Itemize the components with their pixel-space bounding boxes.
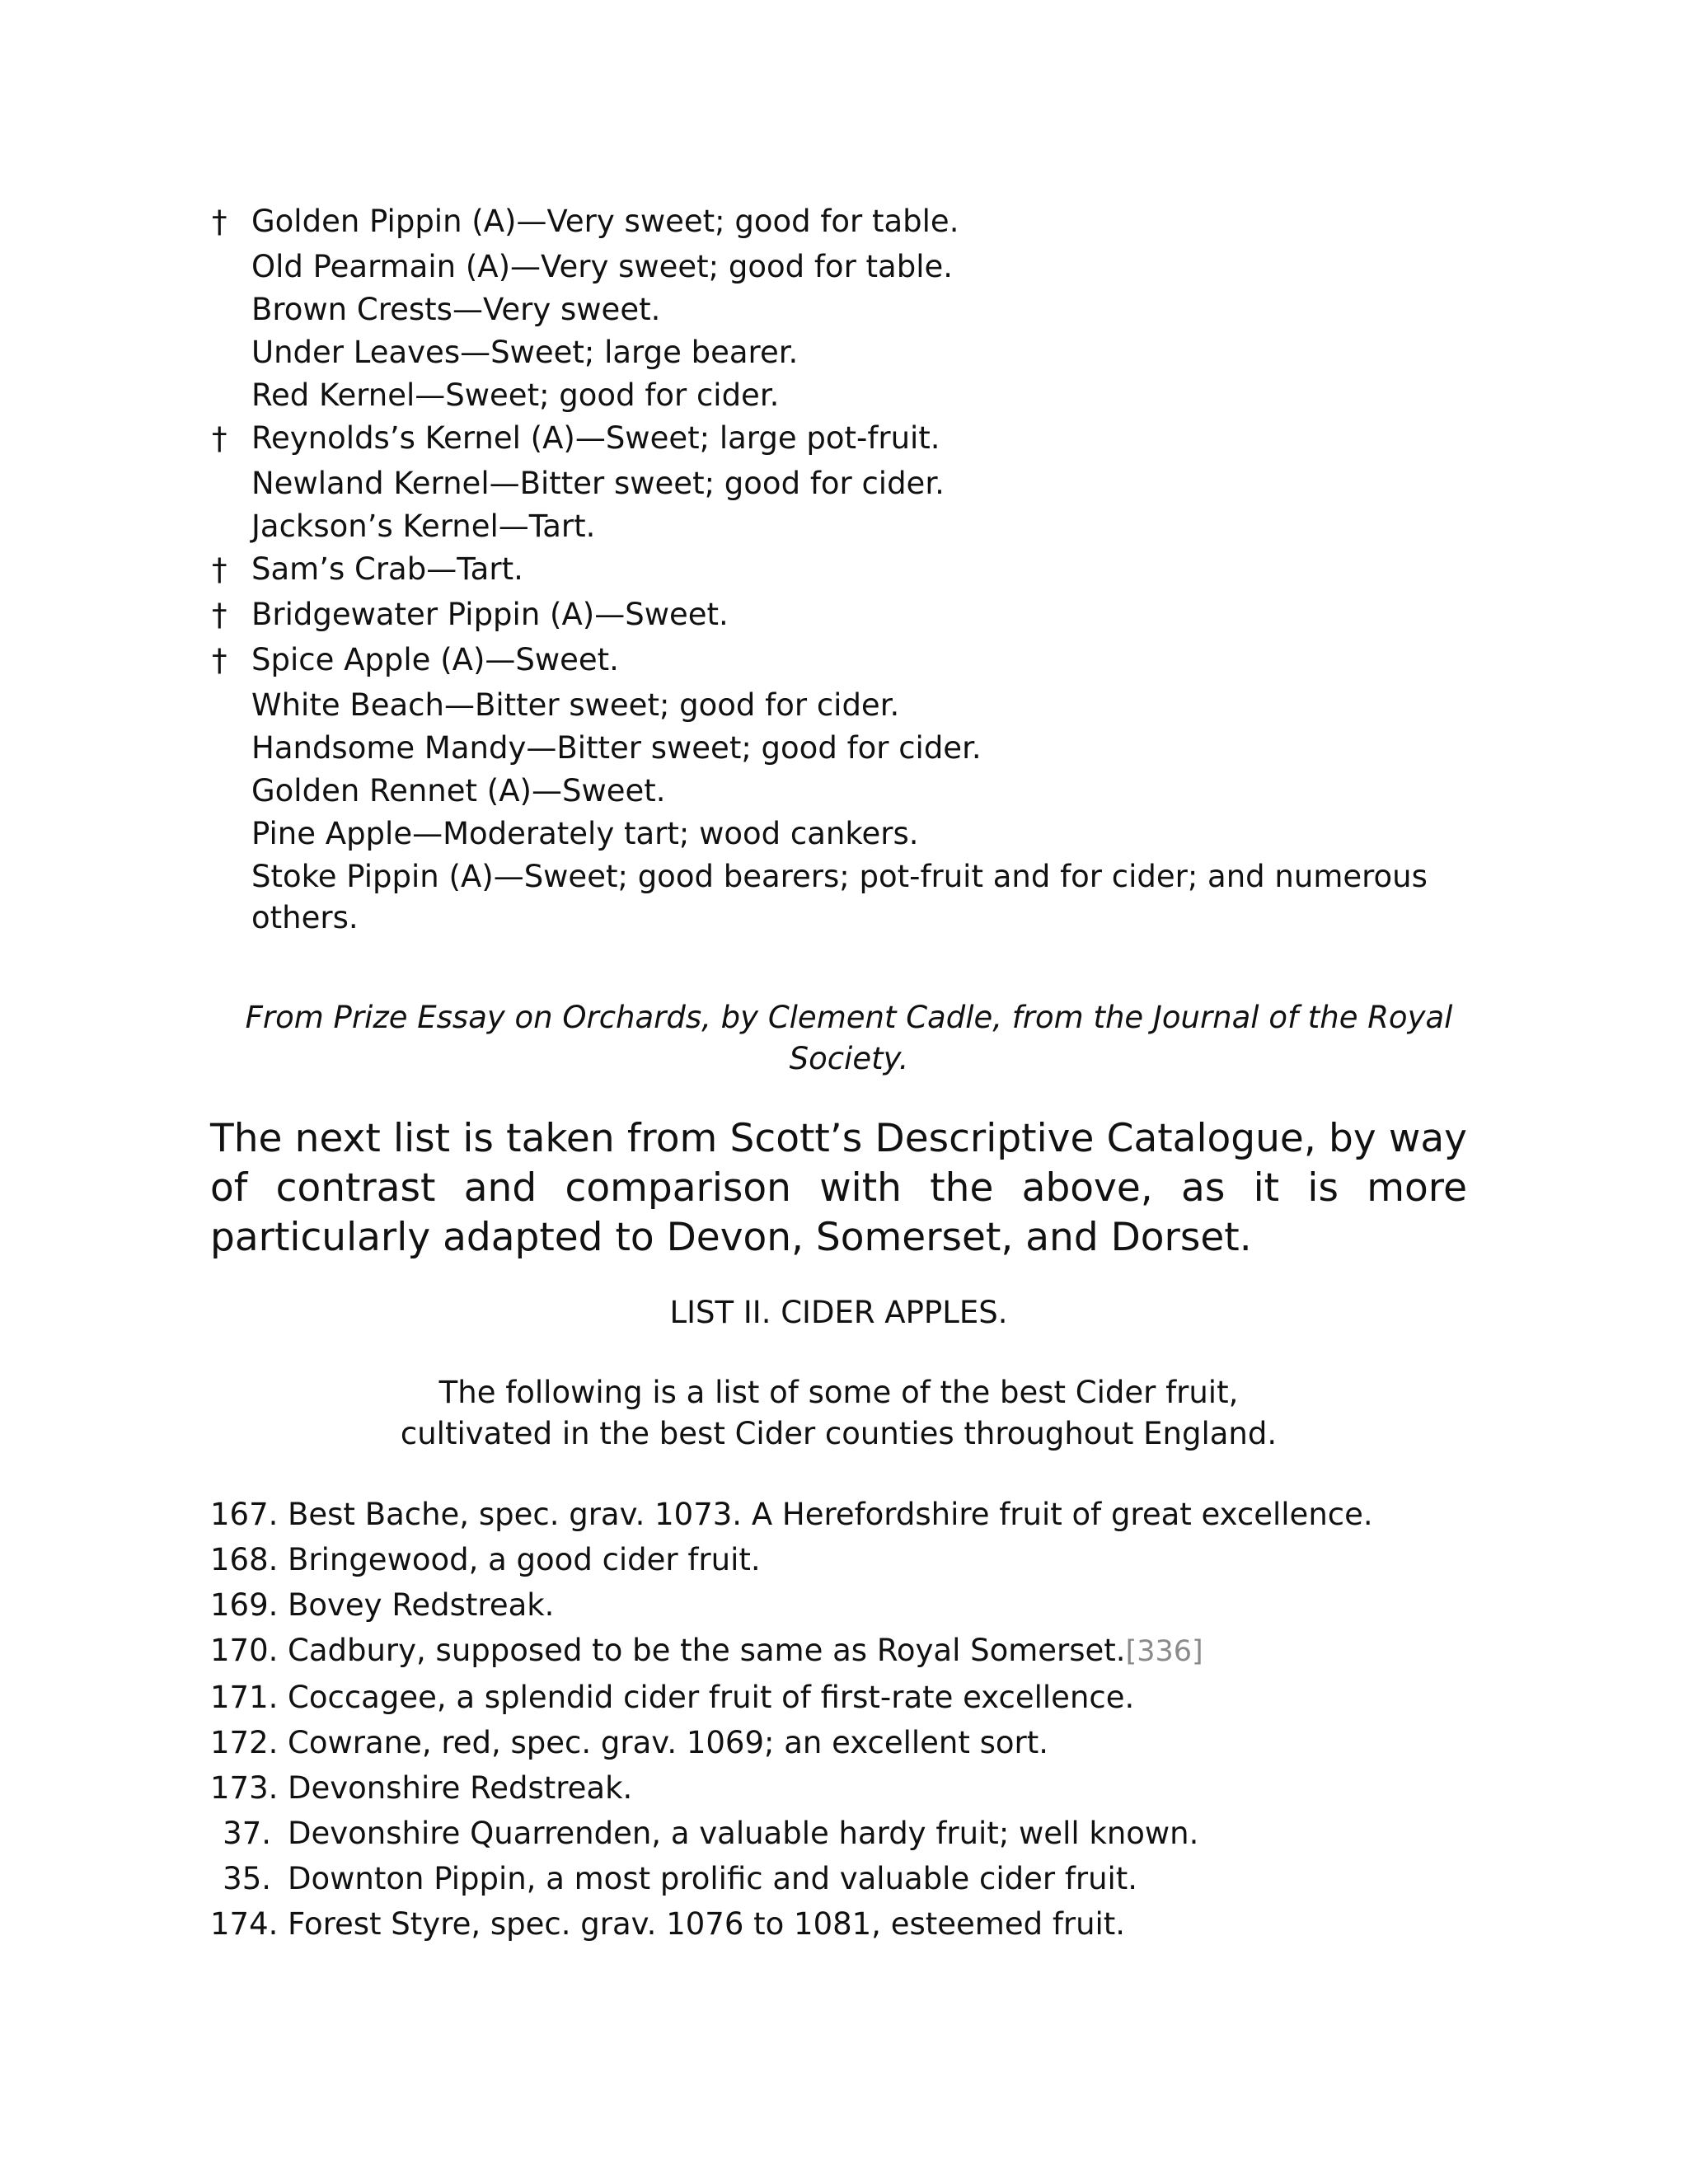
item-number: 172. xyxy=(210,1725,279,1760)
dagger-mark xyxy=(210,373,251,416)
list-intro xyxy=(210,1372,1467,1455)
item-number: 171. xyxy=(210,1680,279,1715)
list-item-text xyxy=(279,1628,1496,1675)
dagger-mark xyxy=(210,769,251,812)
dagger-mark: † xyxy=(212,421,227,457)
list-item xyxy=(210,1675,1496,1720)
dagger-mark xyxy=(210,855,251,939)
list-item-body: Cadbury, supposed to be the same as Royal Somerset. xyxy=(288,1633,1126,1668)
page-number-link[interactable]: [336] xyxy=(1125,1635,1203,1668)
list-item xyxy=(210,1492,1496,1537)
list-item-text: Reynolds’s Kernel (A)—Sweet; large pot-fruit. xyxy=(251,420,940,456)
list-item xyxy=(210,373,1496,416)
list-item xyxy=(210,683,1496,726)
list-intro-line: The following is a list of some of the best Cider fruit, xyxy=(438,1375,1239,1410)
list-item-body: Cowrane, red, spec. grav. 1069; an excellent sort. xyxy=(288,1725,1049,1760)
list-item xyxy=(210,462,1496,504)
dagger-mark xyxy=(210,245,251,288)
list-item-body: Downton Pippin, a most prolific and valuable cider fruit. xyxy=(288,1861,1138,1896)
list-item-text: Jackson’s Kernel—Tart. xyxy=(251,509,596,544)
list-item xyxy=(210,547,1496,593)
dagger-mark: † xyxy=(212,598,227,633)
item-number: 35. xyxy=(223,1861,271,1896)
list-item-text: Spice Apple (A)—Sweet. xyxy=(251,642,619,677)
body-paragraph: The next list is taken from Scott’s Descriptive Catalogue, by way of contrast and comparison with the above, as it is more particularly adapted to Devon, Somerset, and Dorset. xyxy=(210,1116,1467,1260)
list-item-text: Under Leaves—Sweet; large bearer. xyxy=(251,335,799,370)
list-item-text: Handsome Mandy—Bitter sweet; good for cider. xyxy=(251,730,982,766)
list-item-text xyxy=(279,1811,1496,1856)
cider-apple-list xyxy=(210,1492,1496,1947)
dagger-mark xyxy=(210,288,251,330)
dagger-mark xyxy=(210,812,251,855)
dagger-mark: † xyxy=(212,552,227,588)
list-item xyxy=(210,1537,1496,1582)
list-item xyxy=(210,1628,1496,1675)
list-item-text: Newland Kernel—Bitter sweet; good for cider. xyxy=(251,466,945,501)
list-item-text: Sam’s Crab—Tart. xyxy=(251,551,523,587)
dagger-mark xyxy=(210,330,251,373)
list-item-text: Golden Pippin (A)—Very sweet; good for table. xyxy=(251,204,959,239)
list-item-body: Best Bache, spec. grav. 1073. A Herefordshire fruit of great excellence. xyxy=(288,1497,1373,1532)
list-item-text: Brown Crests—Very sweet. xyxy=(251,292,661,327)
list-item-text: Stoke Pippin (A)—Sweet; good bearers; pot-fruit and for cider; and numerous others. xyxy=(251,859,1428,935)
dagger-mark xyxy=(210,726,251,769)
list-item-text: Red Kernel—Sweet; good for cider. xyxy=(251,377,780,413)
list-item-text xyxy=(279,1675,1496,1720)
list-item xyxy=(210,1765,1496,1811)
list-item-text: Pine Apple—Moderately tart; wood cankers. xyxy=(251,816,919,851)
list-item xyxy=(210,1901,1496,1947)
item-number: 170. xyxy=(210,1633,279,1668)
list-item-body: Bovey Redstreak. xyxy=(288,1587,555,1623)
list-item xyxy=(210,199,1496,245)
list-item xyxy=(210,1811,1496,1856)
list-item-body: Devonshire Redstreak. xyxy=(288,1770,633,1806)
dagger-mark: † xyxy=(212,643,227,678)
list-item xyxy=(210,812,1496,855)
citation: From Prize Essay on Orchards, by Clement Cadle, from the Journal of the Royal Society. xyxy=(245,1000,1453,1076)
list-item-text xyxy=(279,1856,1496,1901)
item-number: 167. xyxy=(210,1497,279,1532)
list-item-text xyxy=(279,1765,1496,1811)
list-item xyxy=(210,288,1496,330)
list-item-text xyxy=(279,1537,1496,1582)
dagger-mark xyxy=(210,683,251,726)
list-item xyxy=(210,1720,1496,1765)
list-heading: LIST II. CIDER APPLES. xyxy=(669,1295,1008,1330)
list-item xyxy=(210,416,1496,462)
dagger-mark: † xyxy=(212,204,227,240)
list-item xyxy=(210,1856,1496,1901)
item-number: 168. xyxy=(210,1542,279,1577)
item-number: 37. xyxy=(223,1816,271,1851)
list-item-text xyxy=(279,1901,1496,1947)
list-item-text xyxy=(279,1582,1496,1628)
list-item xyxy=(210,726,1496,769)
item-number: 174. xyxy=(210,1906,279,1942)
list-item-text xyxy=(279,1492,1496,1537)
list-item-body: Coccagee, a splendid cider fruit of first-rate excellence. xyxy=(288,1680,1135,1715)
list-item xyxy=(210,1582,1496,1628)
list-item-text: White Beach—Bitter sweet; good for cider. xyxy=(251,687,900,723)
list-item xyxy=(210,769,1496,812)
list-item xyxy=(210,855,1496,939)
list-item-text: Bridgewater Pippin (A)—Sweet. xyxy=(251,597,729,632)
list-item-body: Forest Styre, spec. grav. 1076 to 1081, esteemed fruit. xyxy=(288,1906,1126,1942)
list-item-body: Bringewood, a good cider fruit. xyxy=(288,1542,761,1577)
list-item xyxy=(210,330,1496,373)
list-intro-line: cultivated in the best Cider counties throughout England. xyxy=(400,1416,1278,1451)
list-item-text: Old Pearmain (A)—Very sweet; good for table. xyxy=(251,249,954,284)
list-item-text xyxy=(279,1720,1496,1765)
list-item-text: Golden Rennet (A)—Sweet. xyxy=(251,773,666,808)
dagger-mark xyxy=(210,462,251,504)
list-item xyxy=(210,245,1496,288)
list-item xyxy=(210,593,1496,638)
list-item xyxy=(210,638,1496,683)
item-number: 173. xyxy=(210,1770,279,1806)
apple-variety-list xyxy=(210,199,1496,939)
dagger-mark xyxy=(210,504,251,547)
list-item xyxy=(210,504,1496,547)
item-number: 169. xyxy=(210,1587,279,1623)
list-item-body: Devonshire Quarrenden, a valuable hardy fruit; well known. xyxy=(288,1816,1199,1851)
